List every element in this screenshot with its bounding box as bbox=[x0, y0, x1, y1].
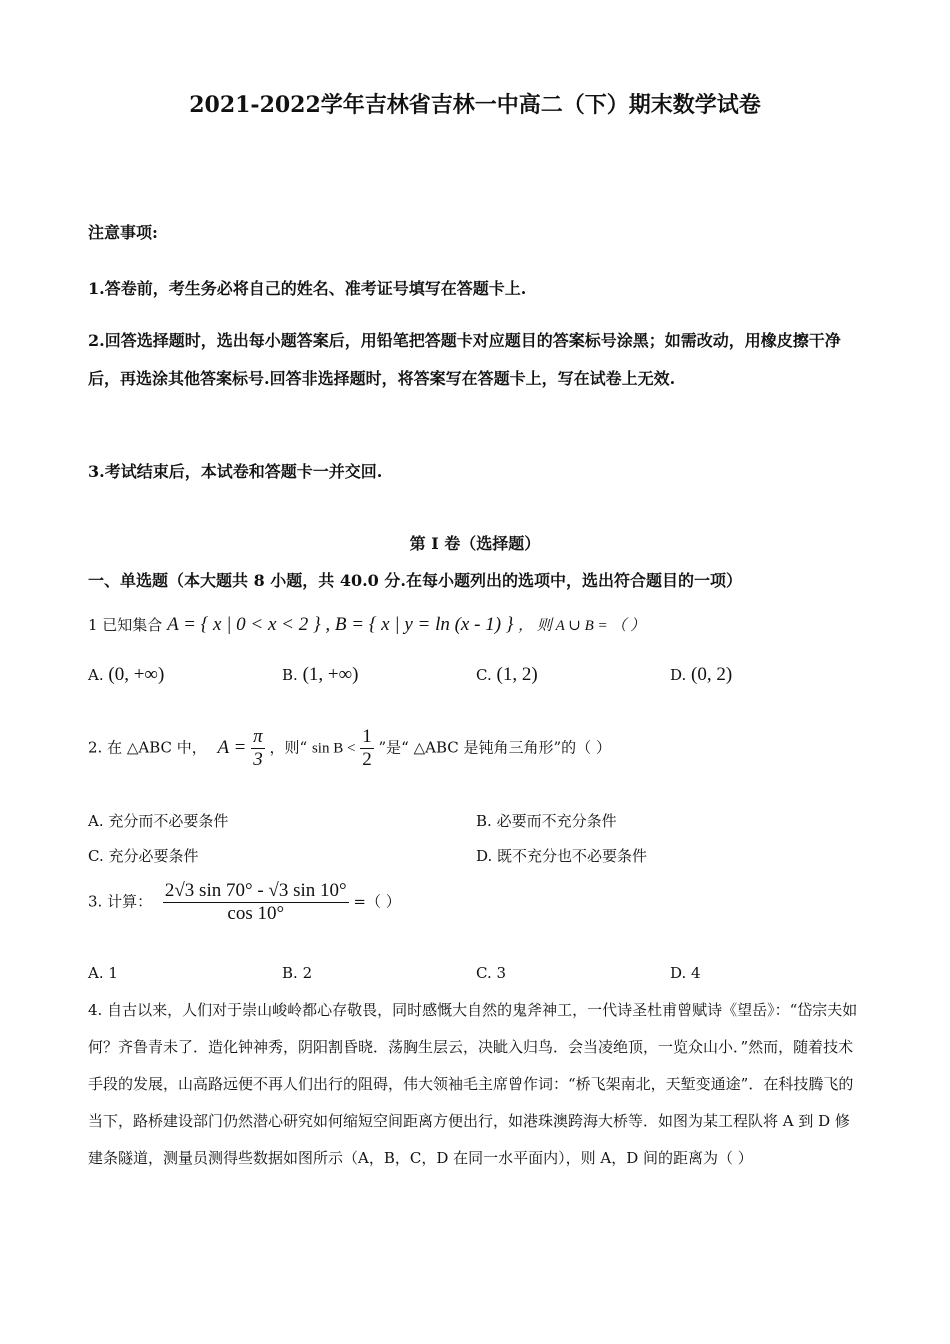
section-title: 第 I 卷（选择题） bbox=[409, 534, 541, 553]
q2-suffix: ”是“ △ABC 是钝角三角形”的（ ） bbox=[378, 738, 611, 757]
question-1 bbox=[88, 614, 645, 636]
q2-option-b: B. 必要而不充分条件 bbox=[476, 812, 617, 830]
q2-prefix: 2. 在 △ABC 中， bbox=[88, 738, 207, 757]
q2-pi-over-3: $\frac{\pi}{3}$ bbox=[253, 726, 263, 770]
q2-one-half: $\frac{1}{2}$ bbox=[362, 726, 372, 770]
note-item-2: 2.回答选择题时，选出每小题答案后，用铅笔把答题卡对应题目的答案标号涂黑；如需改动，用橡皮擦干净后，再选涂其他答案标号.回答非选择题时，将答案写在答题卡上，写在试卷上无效. bbox=[88, 331, 841, 388]
q3-numerator: 2√3 sin 70° - √3 sin 10° bbox=[164, 880, 347, 901]
question-2 bbox=[88, 726, 611, 771]
q1-option-c: C. (1, 2) bbox=[476, 664, 538, 685]
q1-option-b: B. (1, +∞) bbox=[282, 664, 359, 685]
q3-option-b: B. 2 bbox=[282, 964, 313, 982]
q3-prefix: 3. 计算： bbox=[88, 892, 153, 911]
part-title: 一、单选题（本大题共 8 小题，共 40.0 分.在每小题列出的选项中，选出符合题目的一项） bbox=[88, 571, 742, 590]
q1-set-b: , B = { x | y = ln (x - 1) } bbox=[325, 614, 514, 635]
note-item-1: 1.答卷前，考生务必将自己的姓名、准考证号填写在答题卡上. bbox=[88, 279, 527, 298]
q2-option-a: A. 充分而不必要条件 bbox=[88, 812, 229, 830]
q3-fraction bbox=[163, 880, 349, 925]
q2-mid: ，则“ bbox=[269, 738, 308, 757]
q3-option-a: A. 1 bbox=[88, 964, 118, 982]
note-item-3: 3.考试结束后，本试卷和答题卡一并交回. bbox=[88, 462, 383, 481]
q2-angle-a: A = bbox=[217, 736, 247, 758]
notes-heading: 注意事项: bbox=[88, 223, 158, 242]
q3-suffix: =（ ） bbox=[353, 892, 401, 911]
q3-option-d: D. 4 bbox=[670, 964, 701, 982]
page-title: 2021-2022学年吉林省吉林一中高二（下）期末数学试卷 bbox=[189, 92, 761, 118]
question-4: 4. 自古以来，人们对于崇山峻岭都心存敬畏，同时感慨大自然的鬼斧神工，一代诗圣杜甫曾赋诗《望岳》：“岱宗夫如何？齐鲁青未了．造化钟神秀，阴阳割昏晓．荡胸生层云，决眦入归鸟．会当凌绝顶，一览众山小．”然而，随着技术手段的发展，山高路远便不再人们出行的阻碍，伟大领袖毛主席曾作词：“桥飞架南北，天堑变通途”．在科技腾飞的当下，路桥建设部门仍然潜心研究如何缩短空间距离方便出行，如港珠澳跨海大桥等．如图为某工程队将 A 到 D 修建条隧道，测量员测得些数据如图所示（A，B，C，D 在同一水平面内），则 A，D 间的距离为（ ） bbox=[88, 1001, 858, 1167]
q2-option-d: D. 既不充分也不必要条件 bbox=[476, 847, 648, 865]
q2-sin-b: sin B < bbox=[311, 740, 356, 757]
q1-prefix: 1 已知集合 bbox=[88, 616, 163, 634]
q3-denominator: cos 10° bbox=[227, 903, 285, 924]
q1-set-a: A = { x | 0 < x < 2 } bbox=[167, 614, 321, 635]
q3-option-c: C. 3 bbox=[476, 964, 507, 982]
q1-option-a: A. (0, +∞) bbox=[88, 664, 165, 685]
question-3 bbox=[88, 880, 401, 925]
q1-suffix: ， 则 A ∪ B = （ ） bbox=[518, 618, 646, 634]
q1-option-d: D. (0, 2) bbox=[670, 664, 733, 685]
q2-option-c: C. 充分必要条件 bbox=[88, 847, 199, 865]
